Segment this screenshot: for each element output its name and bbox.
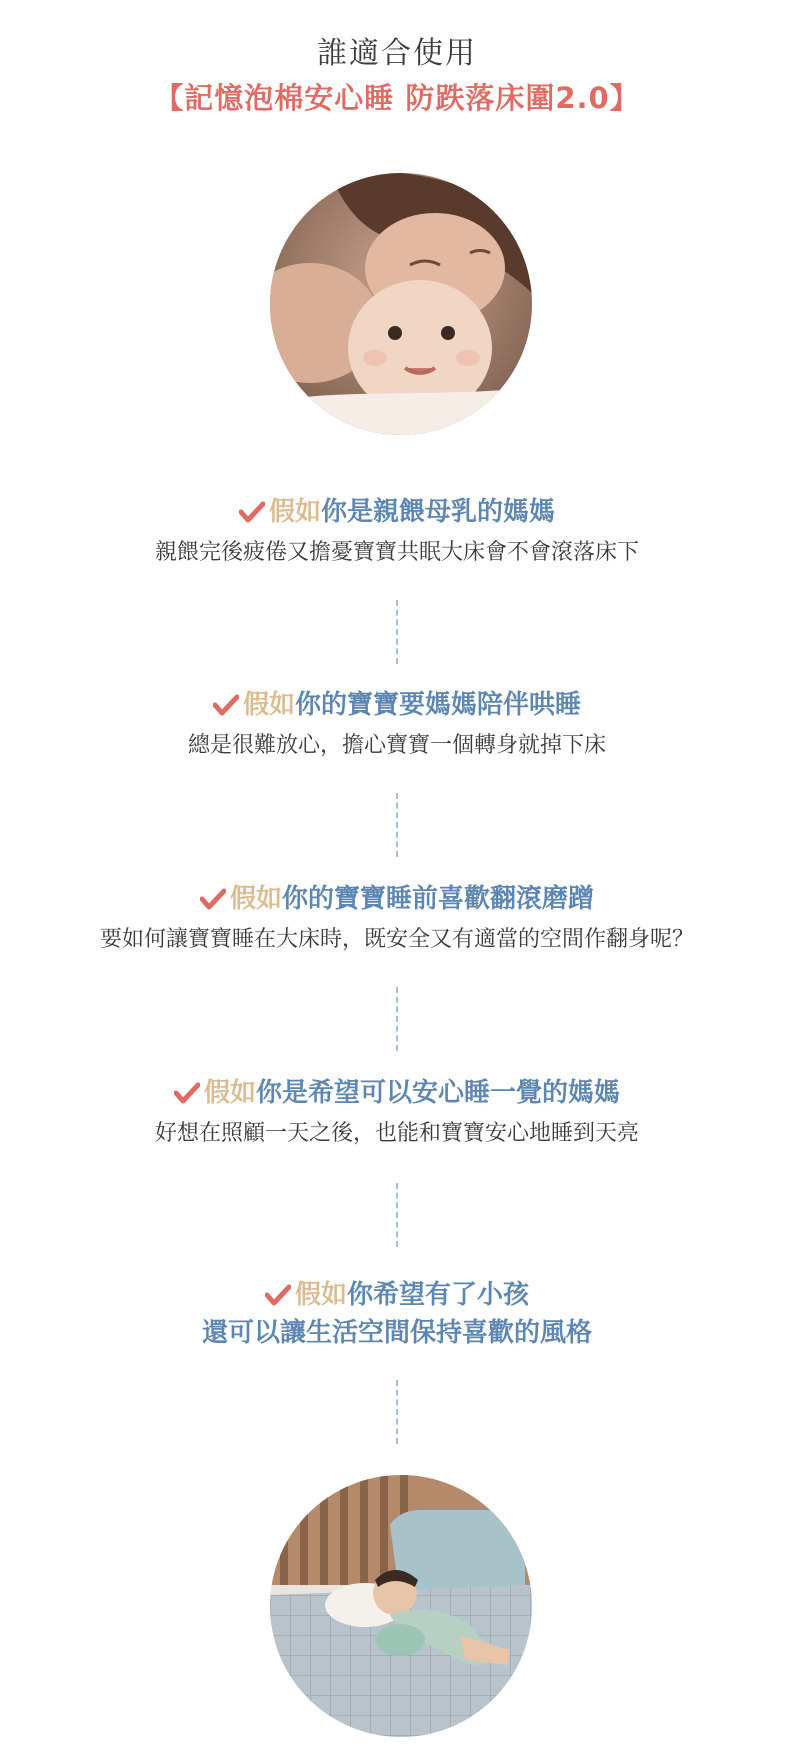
child-bed-photo: [270, 1475, 532, 1737]
check-icon: [239, 498, 265, 532]
page-title: 誰適合使用: [317, 36, 477, 71]
dashed-divider: [396, 1380, 398, 1444]
item-prefix: 假如: [203, 1078, 256, 1108]
item-heading-text: 你希望有了小孩: [347, 1280, 530, 1310]
list-item: [0, 1278, 794, 1351]
check-icon: [213, 691, 239, 725]
dashed-divider: [396, 600, 398, 664]
item-description: 總是很難放心，擔心寶寶一個轉身就掉下床: [187, 733, 606, 758]
item-prefix: 假如: [294, 1280, 347, 1310]
list-item: [0, 882, 794, 955]
item-heading: [0, 688, 794, 725]
dashed-divider: [396, 793, 398, 857]
list-item: [0, 495, 794, 568]
list-item: [0, 688, 794, 761]
item-prefix: 假如: [268, 497, 321, 527]
item-heading: [0, 495, 794, 532]
list-item: [0, 1076, 794, 1149]
item-heading-text: 你是希望可以安心睡一覺的媽媽: [256, 1078, 621, 1108]
item-description: 好想在照顧一天之後，也能和寶寶安心地睡到天亮: [154, 1121, 639, 1146]
product-subtitle: 【記憶泡棉安心睡 防跌落床圍2.0】: [154, 81, 640, 115]
item-prefix: 假如: [242, 690, 295, 720]
item-heading-line2: 還可以讓生活空間保持喜歡的風格: [201, 1318, 592, 1348]
item-heading: [0, 1076, 794, 1113]
item-description: 要如何讓寶寶睡在大床時，既安全又有適當的空間作翻身呢？: [99, 927, 694, 952]
item-heading: [0, 882, 794, 919]
item-heading-text: 你的寶寶要媽媽陪伴哄睡: [295, 690, 582, 720]
mother-baby-photo: [270, 173, 532, 435]
check-icon: [265, 1281, 291, 1315]
item-heading-text: 你是親餵母乳的媽媽: [321, 497, 556, 527]
item-description: 親餵完後疲倦又擔憂寶寶共眠大床會不會滾落床下: [154, 540, 639, 565]
dashed-divider: [396, 987, 398, 1051]
check-icon: [200, 885, 226, 919]
item-heading: [0, 1278, 794, 1315]
item-heading-text: 你的寶寶睡前喜歡翻滾磨蹭: [282, 884, 595, 914]
check-icon: [174, 1079, 200, 1113]
dashed-divider: [396, 1183, 398, 1247]
item-prefix: 假如: [229, 884, 282, 914]
